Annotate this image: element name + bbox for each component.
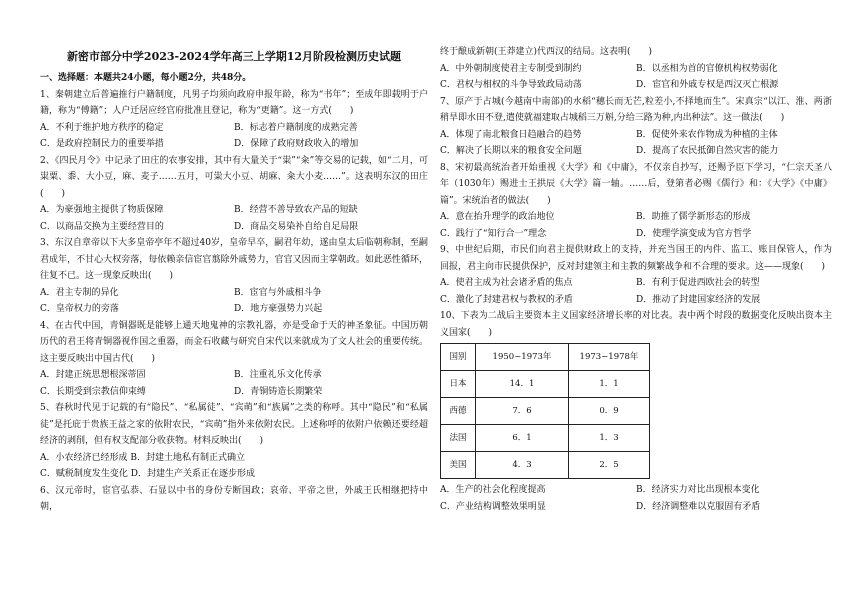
option[interactable]: B．经营不善导致农产品的短缺 <box>234 205 358 215</box>
table-cell: 1．1 <box>569 371 650 398</box>
section-heading: 一、选择题：本题共24小题，每小题2分，共48分。 <box>40 73 252 83</box>
option[interactable]: B．促使外来农作物成为种植的主体 <box>636 129 778 140</box>
table-cell: 4．3 <box>476 452 569 479</box>
option[interactable]: A．意在抬升理学的政治地位 <box>440 212 555 222</box>
question-1-text: 1、秦朝建立后普遍推行户籍制度，凡男子均须向政府申报年龄，称为“书年”；至成年即载明于户籍，称为“傅籍”；人户迁居应经官府批准且登记，称为“更籍”。这一方式( ) <box>40 89 428 116</box>
question-1-options <box>40 120 428 153</box>
option[interactable]: A．使君主成为社会诸矛盾的焦点 <box>440 278 573 288</box>
table-header-cell: 国别 <box>441 344 476 371</box>
table-header-cell: 1973~1978年 <box>569 344 650 371</box>
table-cell: 7．6 <box>476 398 569 425</box>
question-10-text: 10、下表为二战后主要资本主义国家经济增长率的对比表。表中两个时段的数据变化反映出资本主义国家( ) <box>440 311 832 338</box>
question-6-options <box>440 61 832 94</box>
left-column <box>40 70 428 516</box>
question-7-options <box>440 127 832 160</box>
table-header-cell: 1950~1973年 <box>476 344 569 371</box>
option[interactable]: C．解决了长期以来的粮食安全问题 <box>440 146 582 156</box>
option[interactable]: B．宦官与外戚相斗争 <box>234 287 322 298</box>
option[interactable]: D．宦官和外戚专权是西汉灭亡根源 <box>636 80 779 90</box>
option[interactable]: C．践行了“知行合一”理念 <box>440 228 547 239</box>
option-line[interactable]: A．小农经济已经形成 B．封建土地私有制正式确立 <box>40 452 245 463</box>
table-header-row <box>441 344 650 371</box>
table-cell: 0．9 <box>569 398 650 425</box>
question-10-options <box>440 482 832 515</box>
option[interactable]: B．经济实力对比出现根本变化 <box>636 485 760 495</box>
option[interactable]: B．以丞相为首的官僚机构权势弱化 <box>636 63 778 74</box>
option[interactable]: D．保障了政府财政收入的增加 <box>234 139 359 149</box>
option[interactable]: C．以商品交换为主要经营目的 <box>40 221 164 232</box>
question-9-text: 9、中世纪后期，市民们向君主提供财政上的支持，并充当国王的内件、监工、账目保管人，作为回报，君主向市民提供保护，反对封建领主和主教的频繁战争和不合理的要求。这——现象( ) <box>440 245 832 272</box>
option[interactable]: C．皇帝权力的旁落 <box>40 304 119 314</box>
table-cell: 法国 <box>441 425 476 452</box>
question-3-text: 3、东汉自章帝以下大多皇帝亭年不超过40岁，皇帝早卒，嗣君年幼，遂由皇太后临朝称制，至嗣君成年，不甘心大权旁落，每依赖亲信宦官翦除外戚势力，官官又因而主掌朝政。如此恶性循环，往复不已。这一现象反映出( ) <box>40 238 428 281</box>
option[interactable]: C．是政府控制民力的重要举措 <box>40 139 164 149</box>
table-cell: 美国 <box>441 452 476 479</box>
question-6-text: 6、汉元帝时，宦官弘恭、石显以中书的身份专断国政；哀帝、平帝之世，外戚王氏相继把持中朝， <box>40 485 428 512</box>
table-cell: 14．1 <box>476 371 569 398</box>
option[interactable]: D．青铜铸造长期繁荣 <box>234 386 323 397</box>
option[interactable]: A．为豪强地主提供了物质保障 <box>40 205 164 215</box>
option[interactable]: C．长期受到宗教信仰束缚 <box>40 386 146 397</box>
question-3-options <box>40 285 428 318</box>
option[interactable]: D．提高了农民抵御自然灾害的能力 <box>636 146 779 156</box>
table-cell: 2．5 <box>569 452 650 479</box>
option[interactable]: A．封建正统思想根深蒂固 <box>40 370 146 380</box>
option[interactable]: C．激化了封建君权与教权的矛盾 <box>440 294 573 305</box>
option[interactable]: C．君权与相权的斗争导致政局动荡 <box>440 80 582 90</box>
table-cell: 6．1 <box>476 425 569 452</box>
question-8-text: 8、宋初最高统治者开始重视《大学》和《中庸》，不仅亲自抄写，还赐予臣下学习，“仁宗天圣八年（1030年）赐进士王拱辰《大学》篇一轴。……后，登第者必赐《儒行》和：《大学》《中庸》篇”。宋统治者的做法( ) <box>440 162 832 206</box>
table-row <box>441 425 650 452</box>
option[interactable]: B．有利于促进西欧社会的转型 <box>636 278 760 288</box>
option[interactable]: D．地方豪强势力兴起 <box>234 304 323 314</box>
question-7-text: 7、原产于占城(今越南中南部)的水稻“穗长而无芒,粒差小,不择地而生”。宋真宗“以江、淮、两浙稍旱即水田不登,遣使就福建取占城稻三万斛,分给三路为种,内出种法”。这一做法( ) <box>440 96 832 123</box>
option[interactable]: D．推动了封建国家经济的发展 <box>636 294 761 305</box>
table-cell: 日本 <box>441 371 476 398</box>
question-2-text: 2、《四民月令》中记录了田庄的农事安排，其中有大量关于“粜”“籴”等交易的记载，如“二月，可粜粟、黍、大小豆，麻、麦子……五月，可粜大小豆、胡麻、籴大小麦……”。这表明东汉的田庄( ) <box>40 155 428 199</box>
option[interactable]: D．商品交易染补自给自足局限 <box>234 221 359 232</box>
option[interactable]: C．产业结构调整效果明显 <box>440 501 546 512</box>
table-row <box>441 398 650 425</box>
option[interactable]: A．君主专制的异化 <box>40 287 119 298</box>
question-8-options <box>440 209 832 242</box>
question-4-text: 4、在古代中国，青铜器既是能够上通天地鬼神的宗教礼器，亦是受命于天的神圣象征。中国历朝历代的君王将青铜器视作国之重器，而金石收藏与研究自宋代以来就成为了文人社会的重要传统。这主要反映出中国古代( ) <box>40 320 428 364</box>
table-cell: 1．3 <box>569 425 650 452</box>
option[interactable]: B．注重礼乐文化传承 <box>234 370 322 380</box>
question-9-options <box>440 275 832 308</box>
exam-title: 新密市部分中学2023-2024学年高三上学期12月阶段检测历史试题 <box>66 50 402 63</box>
option[interactable]: D．使理学演变成为官方哲学 <box>636 228 752 239</box>
option[interactable]: A．中外朝制度使君主专制受到制约 <box>440 63 582 74</box>
option[interactable]: B．助推了儒学新形态的形成 <box>636 212 751 222</box>
growth-rate-table <box>440 343 650 479</box>
option[interactable]: B．标志着户籍制度的成熟完善 <box>234 122 358 133</box>
option[interactable]: A．体现了南北粮食日趋融合的趋势 <box>440 129 582 140</box>
question-4-options <box>40 367 428 400</box>
question-5-text: 5、春秋时代见于记载的有“隐民”、“私属徒”、“宾萌”和“族属”之类的称呼。其中“隐民”和“私属徒”是托庇于贵族王益之家的依附农民，“宾萌”指外来依附农民。上述称呼的依附户依赖还要经超经济的剥削，但有权支配部分收获物。材料反映出( ) <box>40 403 428 446</box>
question-2-options <box>40 202 428 235</box>
table-cell: 西德 <box>441 398 476 425</box>
option[interactable]: A．生产的社会化程度提高 <box>440 485 546 495</box>
table-row <box>441 371 650 398</box>
option[interactable]: A．不利于维护地方秩序的稳定 <box>40 122 164 133</box>
table-row <box>441 452 650 479</box>
option-line[interactable]: C．赋税制度发生变化 D．封建生产关系正在逐步形成 <box>40 469 255 479</box>
right-column <box>440 44 832 515</box>
question-6-continued: 终于酿成新朝(王莽建立)代西汉的结局。这表明( ) <box>440 47 653 57</box>
option[interactable]: D．经济调整难以克服固有矛盾 <box>636 501 761 512</box>
